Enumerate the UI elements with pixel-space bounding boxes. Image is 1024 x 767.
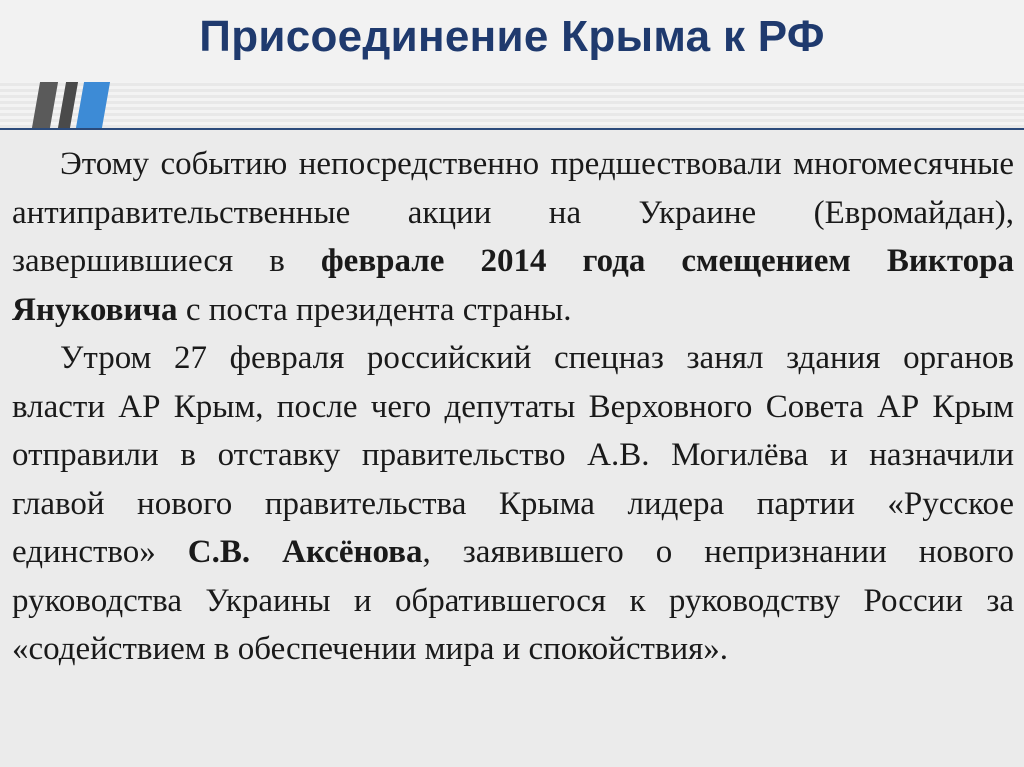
emphasized-text: С.В. Аксёнова: [187, 534, 423, 570]
slide-title: Присоединение Крыма к РФ: [199, 12, 825, 61]
body-paragraph-1: [12, 140, 1014, 334]
accent-bar-blue: [76, 82, 110, 128]
emphasized-text: феврале 2014 года смещением Виктора Януковича: [12, 243, 1014, 328]
accent-bars-decoration: [30, 82, 110, 128]
paragraph-text: Этому событию непосредственно предшествовали многомесячные антиправительственные акции на Украине (Евромайдан), завершившиеся в: [12, 146, 1014, 279]
slide-body: [12, 140, 1014, 674]
paragraph-text: с поста президента страны.: [177, 291, 572, 328]
body-paragraph-2: [12, 334, 1014, 674]
paragraph-text: Утром 27 февраля российский спецназ занял здания органов власти АР Крым, после чего депутаты Верховного Совета АР Крым отправили в отставку правительство А.В. Могилёва и назначили главой нового правительства Крыма лидера партии «Русское единство»: [12, 340, 1014, 570]
header-stripe-band: [0, 82, 1024, 128]
slide-header: [0, 0, 1024, 130]
accent-bar-dark-1: [32, 82, 58, 128]
header-divider: [0, 128, 1024, 130]
paragraph-text: , заявившего о непризнании нового руководства Украины и обратившегося к руководству России за «содействием в обеспечении мира и спокойствия».: [12, 534, 1014, 667]
accent-bar-dark-2: [58, 82, 78, 128]
